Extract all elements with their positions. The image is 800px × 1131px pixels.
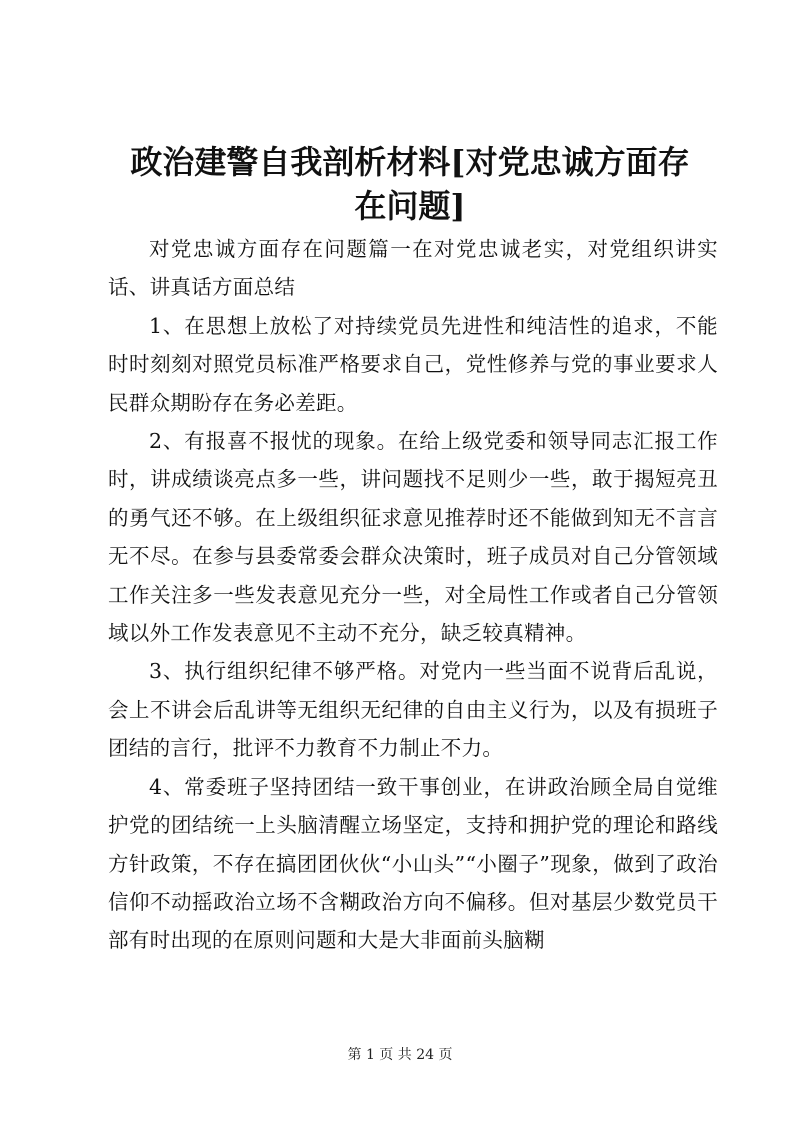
paragraph-item-4: 4、常委班子坚持团结一致干事创业，在讲政治顾全局自觉维护党的团结统一上头脑清醒立场坚定，支持和拥护党的理论和路线方针政策，不存在搞团团伙伙“小山头”“小圈子”现象，做到了政治信仰不动摇政治立场不含糊政治方向不偏移。但对基层少数党员干部有时出现的在原则问题和大是大非面前头脑糊 (108, 774, 718, 953)
paragraph-item-2: 2、有报喜不报忧的现象。在给上级党委和领导同志汇报工作时，讲成绩谈亮点多一些，讲问题找不足则少一些，敢于揭短亮丑的勇气还不够。在上级组织征求意见推荐时还不能做到知无不言言无不尽。在参与县委常委会群众决策时，班子成员对自己分管领域工作关注多一些发表意见充分一些，对全局性工作或者自己分管领域以外工作发表意见不主动不充分，缺乏较真精神。 (108, 429, 718, 646)
paragraph-item-1: 1、在思想上放松了对持续党员先进性和纯洁性的追求，不能时时刻刻对照党员标准严格要求自己，党性修养与党的事业要求人民群众期盼存在务必差距。 (108, 313, 718, 415)
paragraph-intro: 对党忠诚方面存在问题篇一在对党忠诚老实，对党组织讲实话、讲真话方面总结 (108, 237, 718, 300)
page-number-footer: 第 1 页 共 24 页 (347, 1047, 453, 1063)
paragraph-item-3: 3、执行组织纪律不够严格。对党内一些当面不说背后乱说，会上不讲会后乱讲等无组织无纪律的自由主义行为，以及有损班子团结的言行，批评不力教育不力制止不力。 (108, 659, 718, 761)
document-body (108, 230, 718, 960)
document-title: 政治建警自我剖析材料[对党忠诚方面存在问题] (130, 143, 690, 225)
